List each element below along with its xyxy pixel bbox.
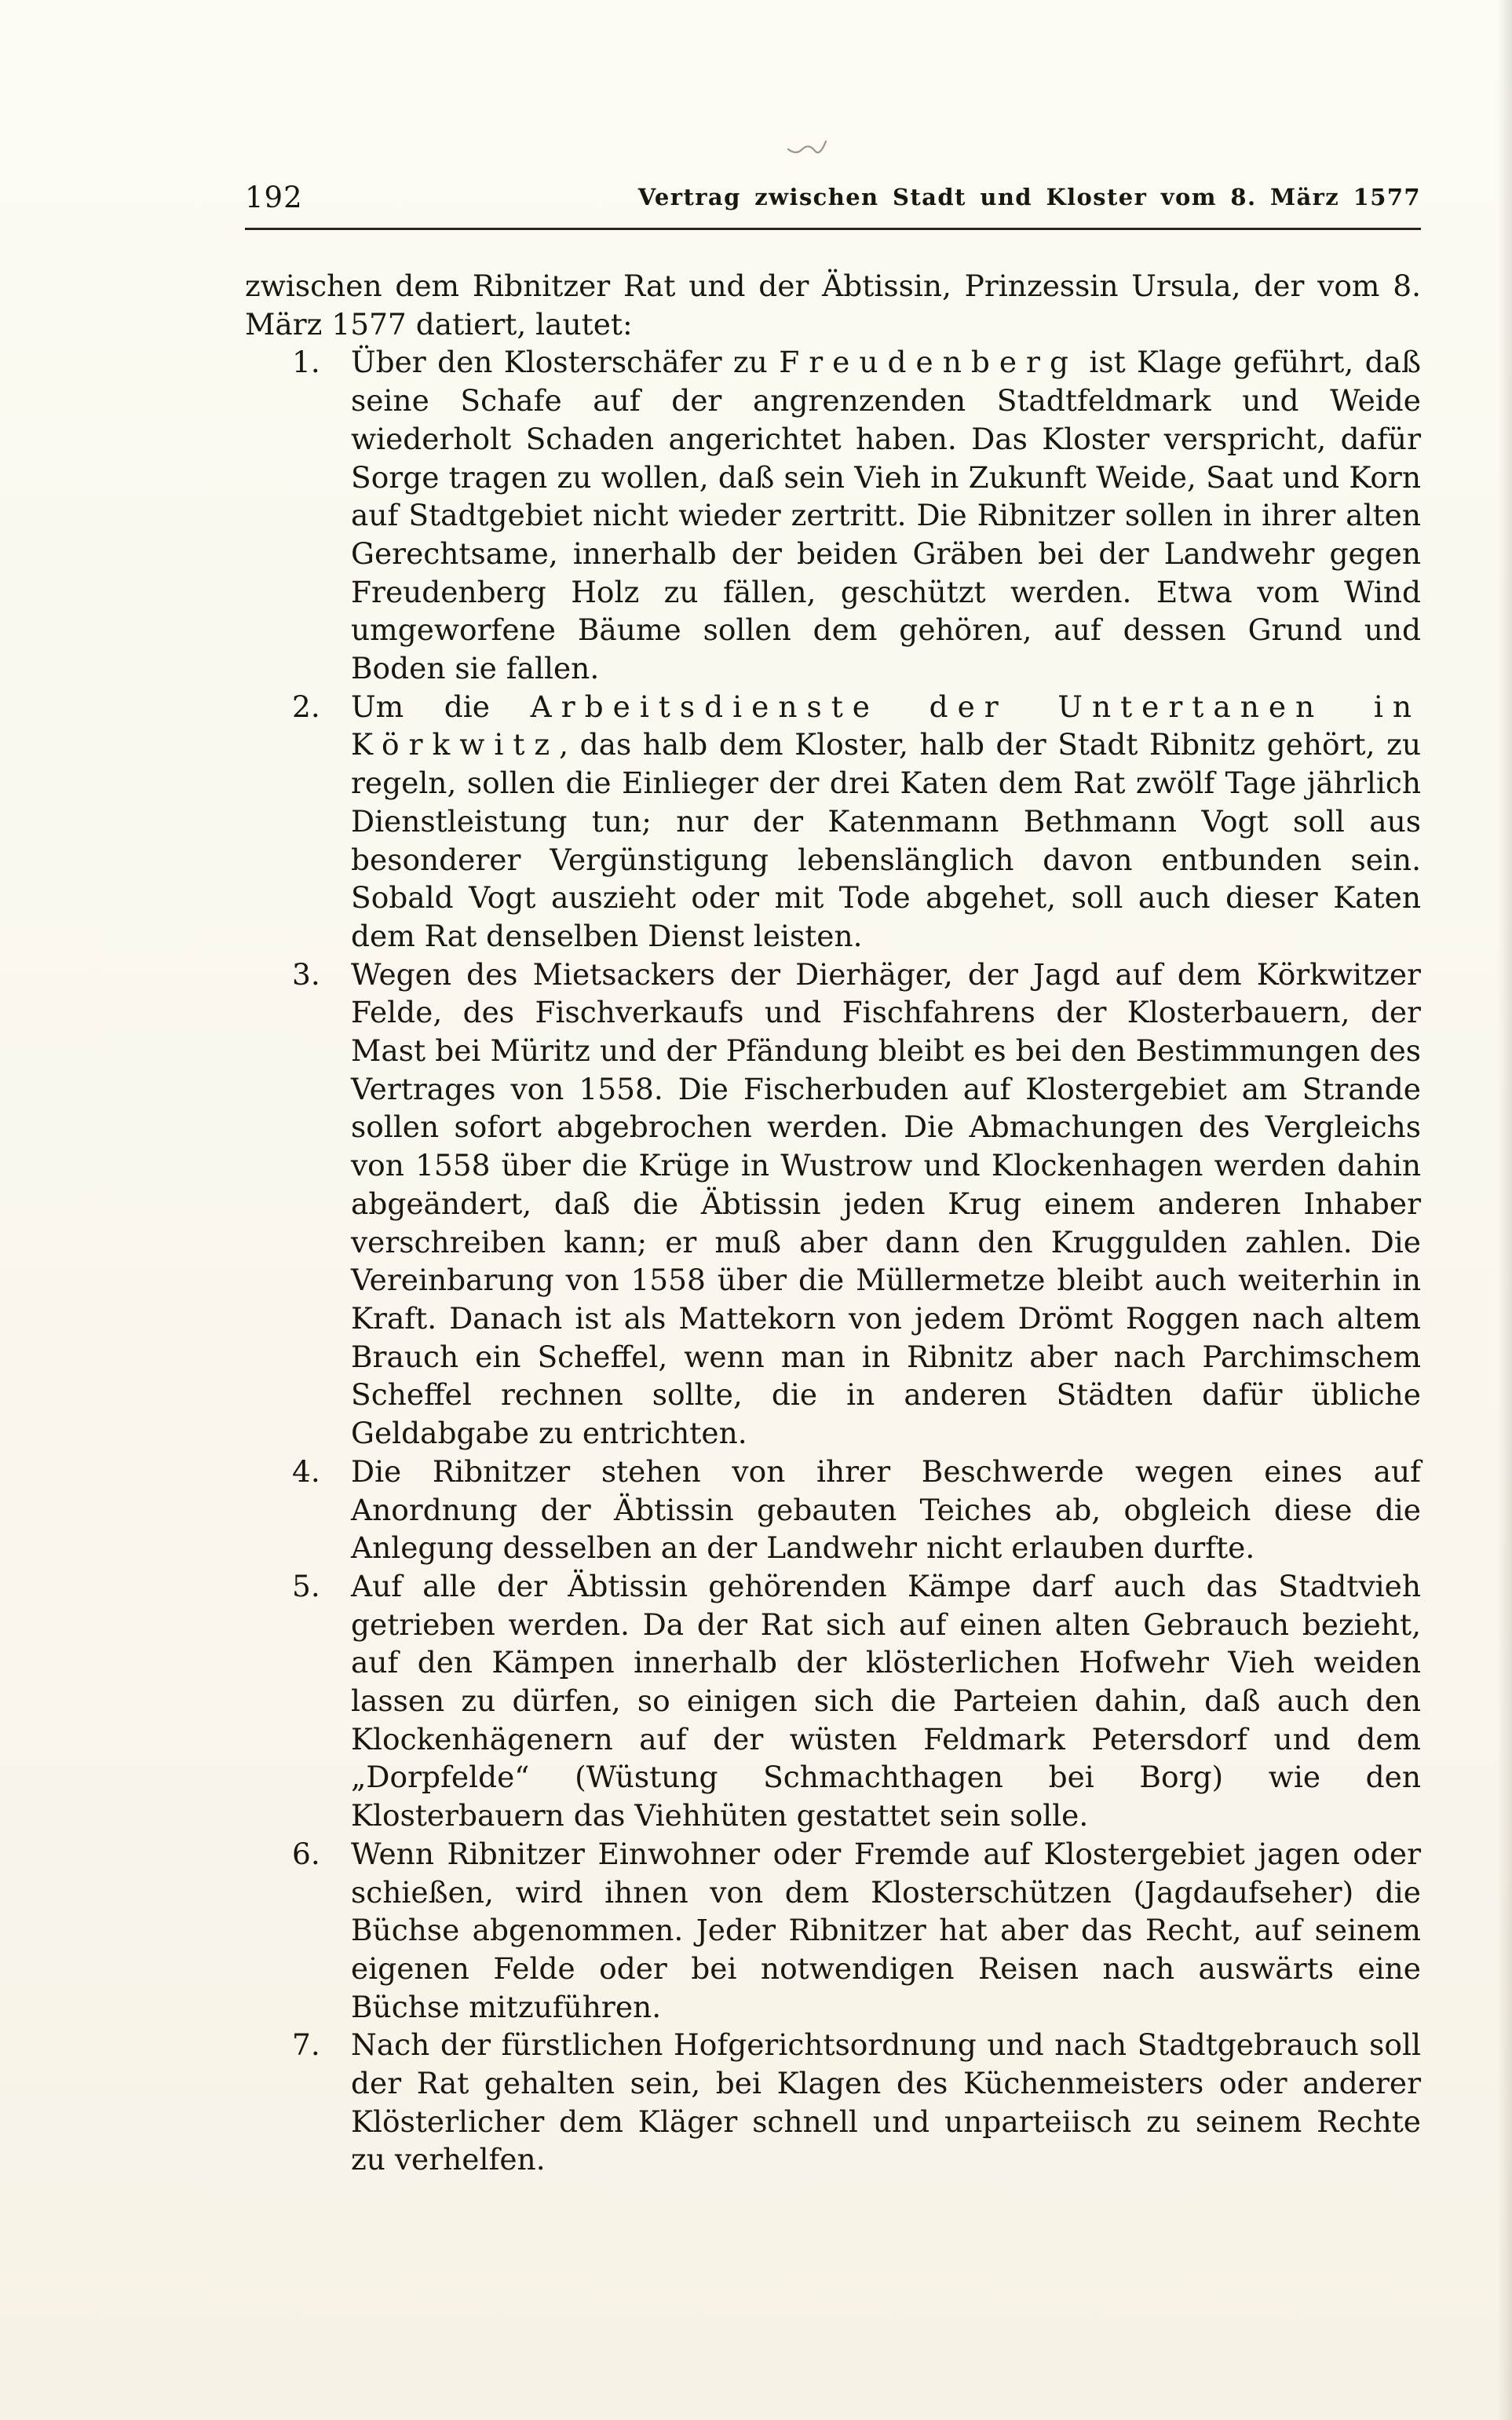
clause-number: 2.	[292, 689, 320, 724]
clause-text: Die Ribnitzer stehen von ihrer Beschwerde wegen eines auf Anordnung der Äbtissin gebauten Teiches ab, obgleich diese die Anlegung desselben an der Landwehr nicht erlauben durfte.	[351, 1453, 1421, 1566]
clause-number: 4.	[292, 1453, 320, 1489]
clause-number: 7.	[292, 2027, 320, 2063]
clause-item	[245, 1453, 1421, 1567]
clause-spaced-text: Arbeitsdienste der Untertanen in Körkwitz	[351, 689, 1421, 762]
page-header	[245, 181, 1421, 228]
clause-text-continued: ist Klage geführt, daß seine Schafe auf der angrenzenden Stadtfeldmark und Weide wiederholt Schaden angerichtet haben. Das Kloster verspricht, dafür Sorge tragen zu wollen, daß sein Vieh in Zukunft Weide, Saat und Korn auf Stadtgebiet nicht wieder zertritt. Die Ribnitzer sollen in ihrer alten Gerechtsame, innerhalb der beiden Gräben bei der Landwehr gegen Freudenberg Holz zu fällen, geschützt werden. Etwa vom Wind umgeworfene Bäume sollen dem gehören, auf dessen Grund und Boden sie fallen.	[351, 345, 1422, 686]
document-body	[245, 267, 1421, 2179]
clause-spaced-text: Freudenberg	[779, 345, 1078, 380]
clause-text: Nach der fürstlichen Hofgerichtsordnung und nach Stadtgebrauch soll der Rat gehalten sein, bei Klagen des Küchenmeisters oder anderer Klösterlicher dem Kläger schnell und unparteiisch zu seinem Rechte zu verhelfen.	[351, 2027, 1421, 2177]
clause-number: 6.	[292, 1836, 320, 1871]
intro-paragraph: zwischen dem Ribnitzer Rat und der Äbtissin, Prinzessin Ursula, der vom 8. März 1577 datiert, lautet:	[245, 269, 1421, 342]
clause-text: Um die	[351, 689, 531, 724]
clause-item	[245, 1835, 1421, 2027]
clause-text: Über den Klosterschäfer zu	[351, 345, 780, 380]
header-rule	[245, 228, 1421, 230]
clause-item	[245, 688, 1421, 956]
page-number: 192	[245, 181, 303, 214]
clause-number: 5.	[292, 1568, 320, 1603]
clause-item	[245, 343, 1421, 687]
clause-number: 1.	[292, 345, 320, 380]
clause-text: Wegen des Mietsackers der Dierhäger, der Jagd auf dem Körkwitzer Felde, des Fischverkaufs und Fischfahrens der Klosterbauern, der Mast bei Müritz und der Pfändung bleibt es bei den Bestimmungen des Vertrages von 1558. Die Fischerbuden auf Klostergebiet am Strande sollen sofort abgebrochen werden. Die Abmachungen des Vergleichs von 1558 über die Krüge in Wustrow und Klockenhagen werden dahin abgeändert, daß die Äbtissin jeden Krug einem anderen Inhaber verschreiben kann; er muß aber dann den Kruggulden zahlen. Die Vereinbarung von 1558 über die Müllermetze bleibt auch weiterhin in Kraft. Danach ist als Mattekorn von jedem Drömt Roggen nach altem Brauch ein Scheffel, wenn man in Ribnitz aber nach Parchimschem Scheffel rechnen sollte, die in anderen Städten dafür übliche Geldabgabe zu entrichten.	[351, 956, 1421, 1451]
clause-item	[245, 1567, 1421, 1835]
running-head: Vertrag zwischen Stadt und Kloster vom 8. März 1577	[637, 184, 1421, 210]
clause-item	[245, 2026, 1421, 2179]
pencil-mark	[785, 132, 832, 163]
page-edge-shadow	[1498, 0, 1512, 2420]
clause-number: 3.	[292, 956, 320, 992]
contract-clauses	[245, 343, 1421, 2179]
clause-text-continued: , das halb dem Kloster, halb der Stadt Ribnitz gehört, zu regeln, sollen die Einlieger der drei Katen dem Rat zwölf Tage jährlich Dienstleistung tun; nur der Katenmann Bethmann Vogt soll aus besonderer Vergünstigung lebenslänglich davon entbunden sein. Sobald Vogt auszieht oder mit Tode abgehet, soll auch dieser Katen dem Rat denselben Dienst leisten.	[351, 727, 1421, 953]
clause-text: Auf alle der Äbtissin gehörenden Kämpe darf auch das Stadtvieh getrieben werden. Da der Rat sich auf einen alten Gebrauch bezieht, auf den Kämpen innerhalb der klösterlichen Hofwehr Vieh weiden lassen zu dürfen, so einigen sich die Parteien dahin, daß auch den Klockenhägenern auf der wüsten Feldmark Petersdorf und dem „Dorpfelde“ (Wüstung Schmachthagen bei Borg) wie den Klosterbauern das Viehhüten gestattet sein solle.	[351, 1568, 1421, 1833]
clause-text: Wenn Ribnitzer Einwohner oder Fremde auf Klostergebiet jagen oder schießen, wird ihnen von dem Klosterschützen (Jagdaufseher) die Büchse abgenommen. Jeder Ribnitzer hat aber das Recht, auf seinem eigenen Felde oder bei notwendigen Reisen nach auswärts eine Büchse mitzuführen.	[351, 1836, 1421, 2024]
clause-item	[245, 956, 1421, 1453]
